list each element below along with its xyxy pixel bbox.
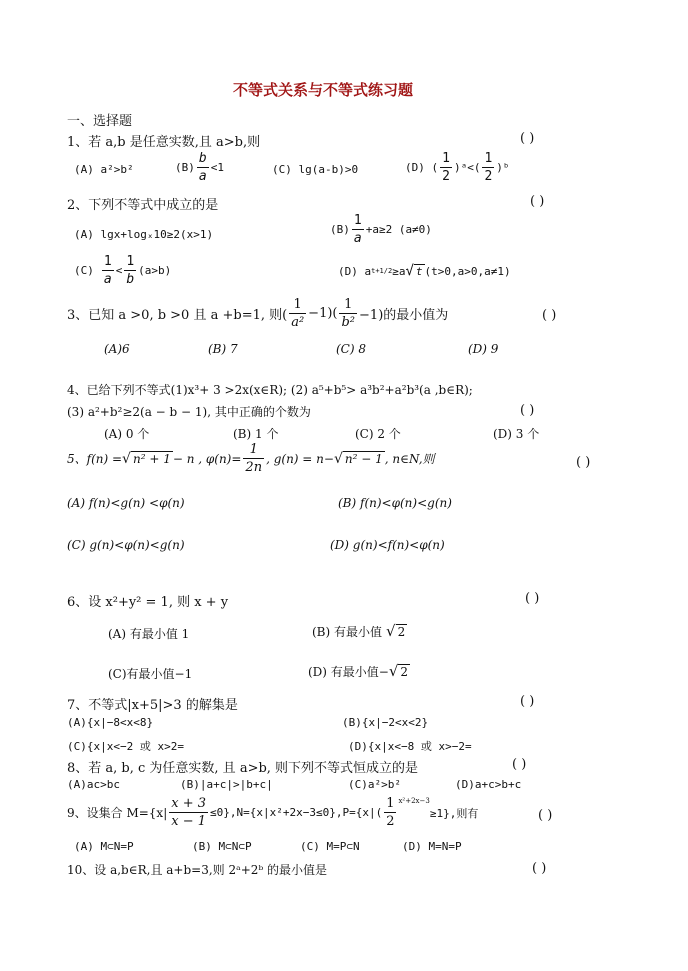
q6-d-text: (D) 有最小值− (308, 664, 389, 679)
q5-option-a: (A) f(n)<g(n) <φ(n) (67, 496, 185, 510)
q1-option-d (405, 152, 510, 183)
q2-stem: 2、下列不等式中成立的是 (67, 198, 219, 213)
q1-b-den: a (198, 169, 207, 184)
q2-c-label: (C) (74, 264, 94, 277)
q6-d-sqrt-icon: √ (388, 662, 399, 680)
q3-stem-pre: 3、已知 a >0, b >0 且 a +b=1, 则( (67, 308, 288, 323)
q2-d-radicand: t (415, 265, 423, 278)
q9-f-num: x + 3 (171, 796, 207, 811)
q2-c-fraction-2 (124, 255, 136, 286)
q8-option-b: (B)|a+c|>|b+c| (180, 778, 273, 791)
q5-stem (67, 443, 435, 474)
q1-b-label: (B) (175, 161, 195, 174)
q5-radicand-2: n² − 1 (344, 452, 383, 466)
q9-option-a: (A) M⊂N=P (74, 840, 134, 853)
page-title: 不等式关系与不等式练习题 (233, 81, 414, 99)
q2-d-mid: ≥a (392, 264, 406, 278)
q1-d-mid: )ᵃ<( (453, 161, 481, 174)
q2-b-num: 1 (353, 213, 362, 228)
q1-b-num: b (198, 151, 207, 166)
q3-f2-den: b² (341, 315, 356, 330)
q7-answer-paren: ( ) (520, 694, 535, 709)
q2-d-cond: (t>0,a>0,a≠1) (424, 264, 511, 278)
q5-answer-paren: ( ) (576, 455, 591, 470)
q5-f-num: 1 (249, 442, 258, 457)
q9-fraction-1 (169, 797, 208, 828)
q3-fraction-2 (339, 298, 357, 329)
q8-stem: 8、若 a, b, c 为任意实数, 且 a>b, 则下列不等式恒成立的是 (67, 761, 419, 776)
q9-h-den: 2 (386, 814, 395, 829)
q1-option-c: (C) lg(a-b)>0 (272, 163, 359, 176)
q3-f1-num: 1 (293, 297, 302, 312)
q2-b-fraction (352, 214, 364, 245)
q6-d-radicand: 2 (400, 664, 409, 679)
q5-stem-2: − n , φ(n)= (172, 451, 242, 466)
q3-f1-den: a² (291, 315, 305, 330)
q2-c-cond: (a>b) (138, 264, 172, 277)
q8-option-c: (C)a²>b² (348, 778, 401, 791)
q1-d-pre: (D) ( (405, 161, 439, 174)
q2-option-b (330, 214, 432, 245)
q9-option-b: (B) M⊂N⊂P (192, 840, 252, 853)
q4-line-2: (3) a²+b²≥2(a − b − 1), 其中正确的个数为 (67, 405, 311, 419)
q1-option-b (175, 152, 224, 183)
q4-option-a: (A) 0 个 (104, 427, 150, 441)
q5-sqrt-icon-2: √ (333, 450, 343, 467)
q3-option-b: (B) 7 (208, 342, 238, 356)
q1-b-fraction (197, 152, 209, 183)
q1-d-fraction-2 (482, 152, 494, 183)
q1-answer-paren: ( ) (520, 131, 535, 146)
q1-d-num-2: 1 (484, 151, 493, 166)
q9-stem (67, 797, 478, 828)
q4-line-1: 4、已给下列不等式(1)x³+ 3 >2x(x∈R); (2) a⁵+b⁵> a³b²+a²b³(a ,b∈R); (67, 383, 473, 397)
q9-option-d: (D) M=N=P (402, 840, 462, 853)
q5-radicand-1: n² + 1 (132, 452, 171, 466)
q2-option-a: (A) lgx+logₓ10≥2(x>1) (74, 228, 214, 241)
q3-option-d: (D) 9 (468, 342, 499, 356)
q5-option-d: (D) g(n)<f(n)<φ(n) (330, 538, 445, 552)
q7-stem: 7、不等式|x+5|>3 的解集是 (67, 698, 238, 713)
q9-exponent: x²+2x−3 (398, 797, 430, 805)
q1-b-rel: <1 (210, 161, 224, 174)
q3-answer-paren: ( ) (542, 308, 557, 323)
q2-d-sqrt-icon: √ (405, 263, 414, 279)
q10-answer-paren: ( ) (532, 861, 547, 876)
q10-stem: 10、设 a,b∈R,且 a+b=3,则 2ᵃ+2ᵇ 的最小值是 (67, 863, 328, 877)
q5-stem-pre: 5、f(n) = (67, 452, 123, 466)
q9-stem-post: ≥1},则有 (429, 806, 479, 820)
q7-option-d: (D){x|x<−8 或 x>−2= (348, 740, 472, 753)
section-heading: 一、选择题 (67, 114, 133, 129)
q6-b-text: (B) 有最小值 (312, 624, 382, 639)
q2-d-exponent: t+1/2 (371, 267, 393, 275)
q1-stem: 1、若 a,b 是任意实数,且 a>b,则 (67, 135, 261, 150)
q6-answer-paren: ( ) (525, 591, 540, 606)
q3-fraction-1 (289, 298, 306, 329)
q6-b-radicand: 2 (397, 624, 406, 639)
q2-c-den-2: b (126, 272, 135, 287)
q1-d-den-2: 2 (484, 169, 493, 184)
q6-option-c: (C)有最小值−1 (108, 667, 193, 681)
q2-c-num-2: 1 (126, 254, 135, 269)
q9-stem-mid: ≤0},N={x|x²+2x−3≤0},P={x|( (210, 806, 383, 819)
q3-stem-mid: −1)( (308, 306, 338, 321)
q7-option-c: (C){x|x<−2 或 x>2= (67, 740, 184, 753)
q3-stem-post: −1)的最小值为 (359, 308, 449, 323)
q2-answer-paren: ( ) (530, 194, 545, 209)
q5-stem-4: , n∈N,则 (384, 452, 435, 466)
q4-option-d: (D) 3 个 (493, 427, 540, 441)
q4-option-c: (C) 2 个 (355, 427, 401, 441)
q2-c-den-1: a (103, 272, 112, 287)
q5-f-den: 2n (245, 460, 263, 475)
q5-option-c: (C) g(n)<φ(n)<g(n) (67, 538, 185, 552)
q1-d-end: )ᵇ (496, 161, 510, 174)
q1-option-a: (A) a²>b² (74, 163, 134, 176)
q6-option-d (308, 662, 410, 680)
q4-answer-paren: ( ) (520, 403, 535, 418)
q7-option-a: (A){x|−8<x<8} (67, 716, 154, 729)
q5-option-b: (B) f(n)<φ(n)<g(n) (338, 496, 452, 510)
q6-option-b (312, 622, 407, 640)
q7-option-b: (B){x|−2<x<2} (342, 716, 429, 729)
q2-d-pre: (D) a (338, 264, 372, 278)
q6-b-sqrt-icon: √ (386, 622, 396, 640)
q5-sqrt-icon-1: √ (122, 450, 131, 467)
q4-option-b: (B) 1 个 (233, 427, 279, 441)
q8-option-a: (A)ac>bc (67, 778, 120, 791)
q3-option-a: (A)6 (104, 342, 130, 356)
q9-h-num: 1 (386, 796, 395, 811)
q1-d-fraction-1 (440, 152, 452, 183)
q2-c-lt: < (115, 264, 123, 277)
q3-f2-num: 1 (344, 297, 353, 312)
q8-answer-paren: ( ) (512, 757, 527, 772)
q9-fraction-2 (384, 797, 396, 828)
q9-stem-pre: 9、设集合 M={x| (67, 806, 168, 820)
q5-stem-3: , g(n) = n− (266, 451, 334, 466)
q9-answer-paren: ( ) (538, 808, 553, 823)
q2-c-num-1: 1 (103, 254, 112, 269)
q5-fraction (243, 443, 264, 474)
q3-stem (67, 298, 448, 329)
q2-option-c (74, 255, 171, 286)
q6-stem: 6、设 x²+y² = 1, 则 x + y (67, 595, 229, 610)
q2-b-rest: +a≥2 (a≠0) (365, 223, 432, 236)
q2-c-fraction-1 (102, 255, 114, 286)
q9-option-c: (C) M=P⊂N (300, 840, 360, 853)
q1-d-den-1: 2 (442, 169, 450, 184)
q2-b-label: (B) (330, 223, 350, 236)
q3-option-c: (C) 8 (336, 342, 366, 356)
q8-option-d: (D)a+c>b+c (455, 778, 522, 791)
q1-d-num-1: 1 (442, 151, 450, 166)
q9-f-den: x − 1 (171, 814, 207, 829)
q6-option-a: (A) 有最小值 1 (108, 627, 190, 641)
q2-b-den: a (353, 231, 362, 246)
q2-option-d (338, 263, 511, 279)
